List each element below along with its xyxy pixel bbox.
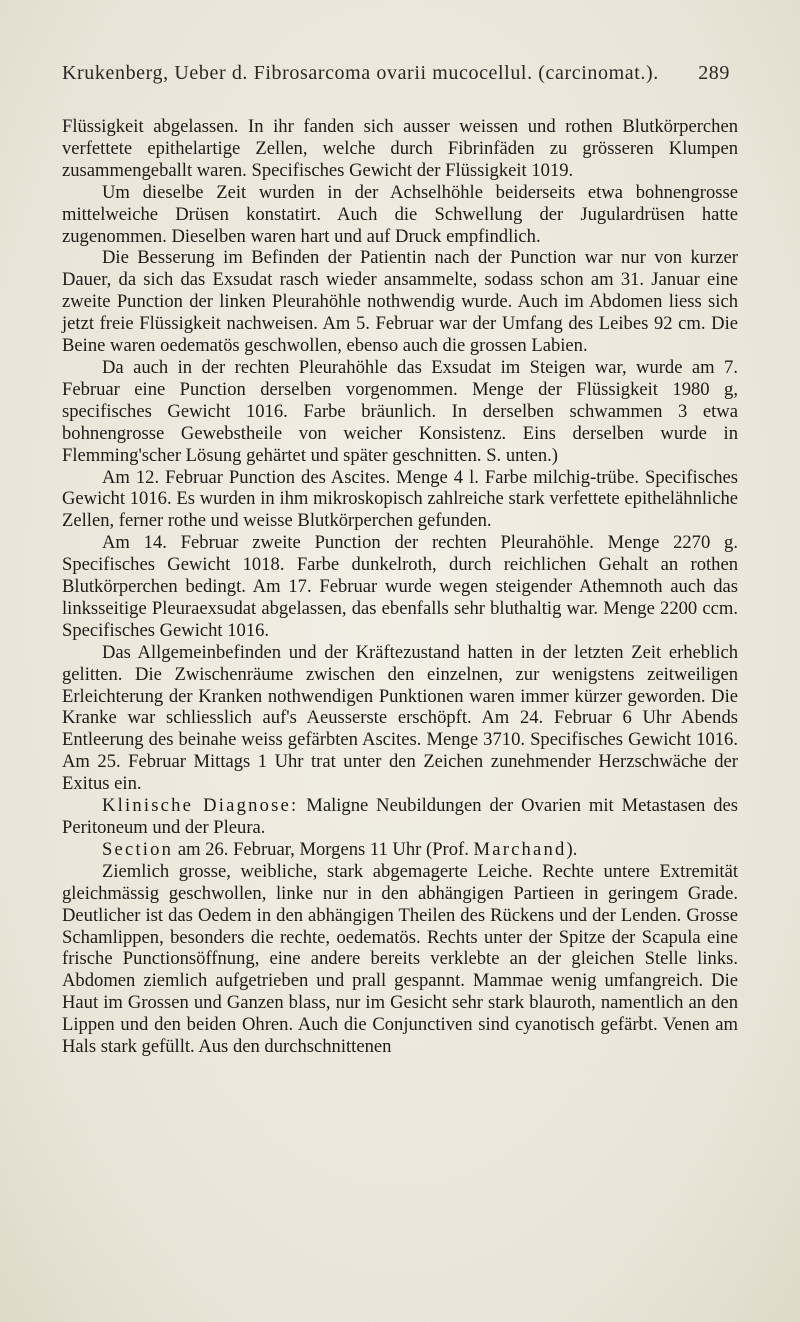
paragraph: Am 14. Februar zweite Punction der rechten Pleurahöhle. Menge 2270 g. Specifisches Gewicht 1018. Farbe dunkelroth, durch reichlichen Gehalt an rothen Blutkörperchen bedingt. Am 17. Februar wurde wegen steigender Athemnoth auch das linksseitige Pleuraexsudat abgelassen, das ebenfalls sehr bluthaltig war. Menge 2200 ccm. Specifisches Gewicht 1016.	[62, 532, 738, 641]
section-paragraph	[62, 839, 738, 861]
diagnosis-text: Maligne Neubildungen der Ovarien mit Metastasen des Peritoneum und der Pleura.	[62, 795, 738, 838]
paragraph: Flüssigkeit abgelassen. In ihr fanden sich ausser weissen und rothen Blutkörperchen verfettete epithelartige Zellen, welche durch Fibrinfäden zu grösseren Klumpen zusammengeballt waren. Specifisches Gewicht der Flüssigkeit 1019.	[62, 116, 738, 181]
paragraph: Das Allgemeinbefinden und der Kräftezustand hatten in der letzten Zeit erheblich gelitten. Die Zwischenräume zwischen den einzelnen, zur wenigstens zeitweiligen Erleichterung der Kranken nothwendigen Punktionen waren immer kürzer geworden. Die Kranke war schliesslich auf's Aeusserste erschöpft. Am 24. Februar 6 Uhr Abends Entleerung des beinahe weiss gefärbten Ascites. Menge 3710. Specifisches Gewicht 1016. Am 25. Februar Mittags 1 Uhr trat unter den Zeichen zunehmender Herzschwäche der Exitus ein.	[62, 641, 738, 795]
paragraph: Die Besserung im Befinden der Patientin nach der Punction war nur von kurzer Dauer, da sich das Exsudat rasch wieder ansammelte, sodass schon am 31. Januar eine zweite Punction der linken Pleurahöhle nothwendig wurde. Auch im Abdomen liess sich jetzt freie Flüssigkeit nachweisen. Am 5. Februar war der Umfang des Leibes 92 cm. Die Beine waren oedematös geschwollen, ebenso auch die grossen Labien.	[62, 247, 738, 357]
section-name: Marchand	[473, 838, 567, 860]
running-title: Krukenberg, Ueber d. Fibrosarcoma ovarii mucocellul. (carcinomat.).	[62, 62, 659, 84]
section-text-before: am 26. Februar, Morgens 11 Uhr (Prof.	[173, 838, 474, 860]
section-label: Section	[102, 838, 174, 860]
running-header	[62, 62, 730, 92]
paragraph: Um dieselbe Zeit wurden in der Achselhöhle beiderseits etwa bohnengrosse mittelweiche Drüsen konstatirt. Auch die Schwellung der Jugulardrüsen hatte zugenommen. Dieselben waren hart und auf Druck empfindlich.	[62, 181, 738, 247]
page-number: 289	[698, 62, 730, 84]
diagnosis-paragraph	[62, 795, 738, 839]
paragraph: Ziemlich grosse, weibliche, stark abgemagerte Leiche. Rechte untere Extremität gleichmässig geschwollen, linke nur in den abhängigen Partieen in geringem Grade. Deutlicher ist das Oedem in den abhängigen Theilen des Rückens und der Lenden. Grosse Schamlippen, besonders die rechte, oedematös. Rechts unter der Spitze der Scapula eine frische Punctionsöffnung, eine andere bereits verklebte an der gleichen Stelle links. Abdomen ziemlich aufgetrieben und prall gespannt. Mammae wenig umfangreich. Die Haut im Grossen und Ganzen blass, nur im Gesicht sehr stark blauroth, namentlich an den Lippen und den beiden Ohren. Auch die Conjunctiven sind cyanotisch gefärbt. Venen am Hals stark gefüllt. Aus den durchschnittenen	[62, 860, 738, 1058]
paragraph: Da auch in der rechten Pleurahöhle das Exsudat im Steigen war, wurde am 7. Februar eine Punction derselben vorgenommen. Menge der Flüssigkeit 1980 g, specifisches Gewicht 1016. Farbe bräunlich. In derselben schwammen 3 etwa bohnengrosse Gewebstheile von weicher Konsistenz. Eins derselben wurde in Flemming'scher Lösung gehärtet und später geschnitten. S. unten.)	[62, 356, 738, 466]
diagnosis-label: Klinische Diagnose:	[102, 795, 299, 817]
paragraph: Am 12. Februar Punction des Ascites. Menge 4 l. Farbe milchig-trübe. Specifisches Gewicht 1016. Es wurden in ihm mikroskopisch zahlreiche stark verfettete epithelähnliche Zellen, ferner rothe und weisse Blutkörperchen gefunden.	[62, 466, 738, 532]
section-text-after: ).	[566, 838, 578, 860]
body-text	[62, 116, 738, 1058]
